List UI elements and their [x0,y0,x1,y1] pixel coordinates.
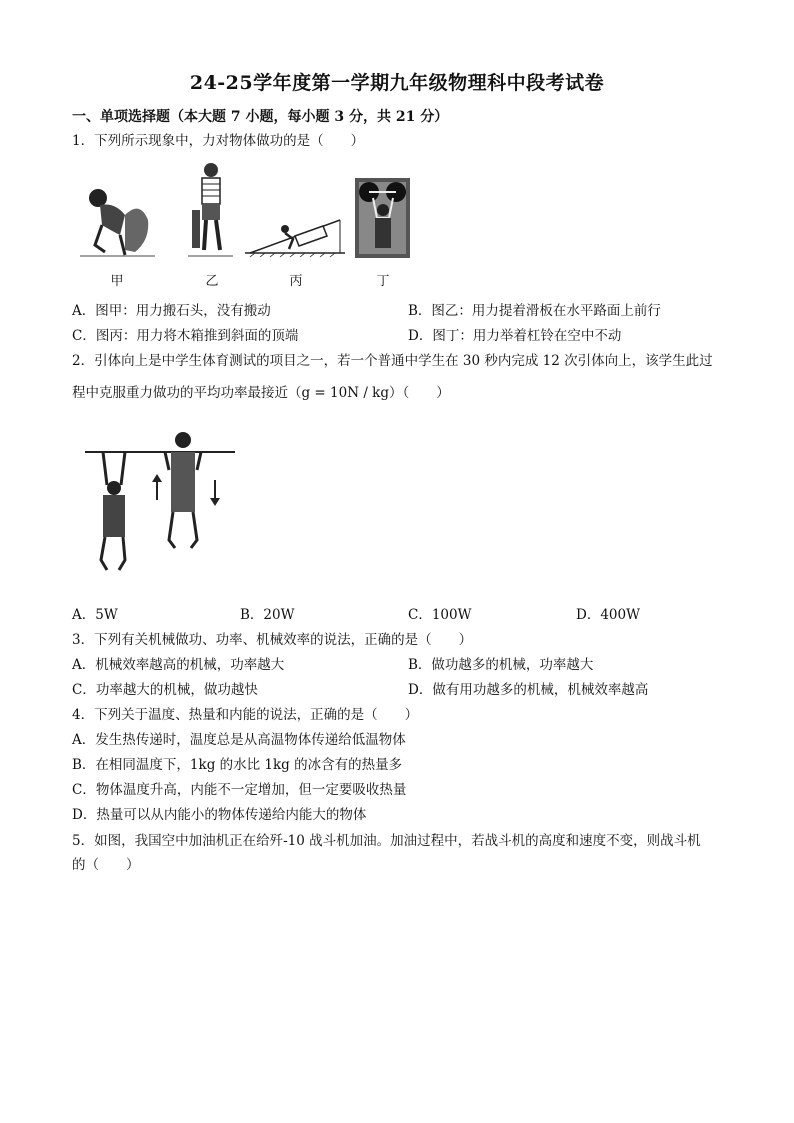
q1-option-b: B．图乙：用力提着滑板在水平路面上前行 [408,303,661,319]
q1-label-bing: 丙 [289,274,303,289]
q1-option-a: A．图甲：用力搬石头，没有搬动 [72,303,271,319]
q3-stem: 3．下列有关机械做功、功率、机械效率的说法，正确的是（ ） [72,632,473,648]
q2-option-a: A．5W [72,607,118,623]
q4-option-c: C．物体温度升高，内能不一定增加，但一定要吸收热量 [72,782,407,798]
q1-figure-jia [80,180,155,260]
q3-option-d: D．做有用功越多的机械，机械效率越高 [408,682,649,698]
q4-option-b: B．在相同温度下，1kg 的水比 1kg 的冰含有的热量多 [72,757,403,773]
q2-option-b: B．20W [240,607,295,623]
q3-option-c: C．功率越大的机械，做功越快 [72,682,258,698]
q2-option-d: D．400W [576,607,640,623]
q1-figure-bing [245,205,345,260]
q2-stem-line1: 2．引体向上是中学生体育测试的项目之一，若一个普通中学生在 30 秒内完成 12 次引体向上，该学生此过 [72,353,713,369]
q5-stem-line2: 的（ ） [72,857,140,873]
section-heading: 一、单项选择题（本大题 7 小题，每小题 3 分，共 21 分） [72,109,449,125]
q1-option-d: D．图丁：用力举着杠铃在空中不动 [408,328,622,344]
q4-option-d: D．热量可以从内能小的物体传递给内能大的物体 [72,807,367,823]
q3-option-b: B．做功越多的机械，功率越大 [408,657,594,673]
q5-stem-line1: 5．如图，我国空中加油机正在给歼-10 战斗机加油。加油过程中，若战斗机的高度和速度不变，则战斗机 [72,833,701,849]
q1-label-ding: 丁 [376,274,390,289]
q1-figure-yi [188,160,233,260]
q1-label-yi: 乙 [205,274,219,289]
q2-stem-line2: 程中克服重力做功的平均功率最接近（g = 10N / kg）（ ） [72,385,450,401]
q2-pullup-figure [85,430,235,575]
q1-label-jia: 甲 [110,274,124,289]
q4-option-a: A．发生热传递时，温度总是从高温物体传递给低温物体 [72,732,406,748]
q4-stem: 4．下列关于温度、热量和内能的说法，正确的是（ ） [72,707,419,723]
q2-option-c: C．100W [408,607,472,623]
q3-option-a: A．机械效率越高的机械，功率越大 [72,657,285,673]
q1-figure-ding [355,178,410,258]
q1-stem: 1．下列所示现象中，力对物体做功的是（ ） [72,133,365,149]
q1-option-c: C．图丙：用力将木箱推到斜面的顶端 [72,328,299,344]
exam-title: 24-25学年度第一学期九年级物理科中段考试卷 [189,72,605,94]
